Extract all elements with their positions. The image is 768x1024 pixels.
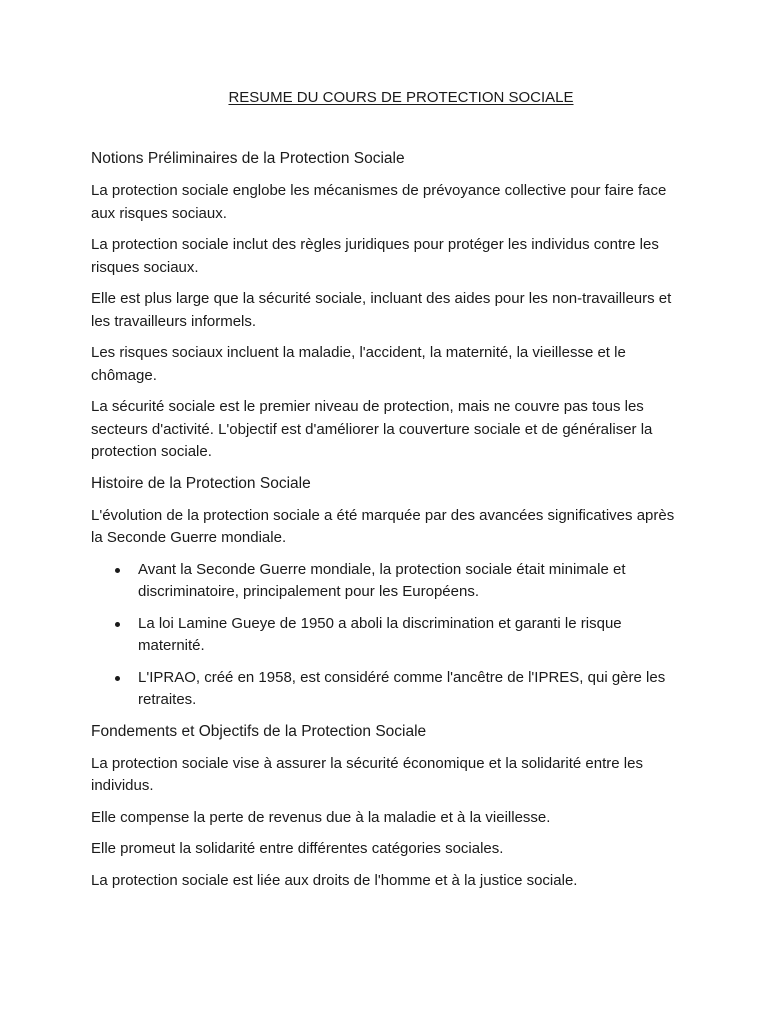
paragraph: La sécurité sociale est le premier niveau de protection, mais ne couvre pas tous les secteurs d'activité. L'objectif est d'améliorer la couverture sociale et de généraliser la protection sociale. [91, 398, 653, 460]
paragraph: La protection sociale vise à assurer la sécurité économique et la solidarité entre les individus. [91, 754, 643, 794]
paragraph: La protection sociale est liée aux droits de l'homme et à la justice sociale. [91, 871, 578, 889]
section-histoire [91, 473, 683, 712]
bullet-list [91, 559, 683, 712]
paragraph: Elle promeut la solidarité entre différentes catégories sociales. [91, 840, 504, 857]
bullet-icon [115, 622, 120, 627]
paragraph: La protection sociale inclut des règles juridiques pour protéger les individus contre les risques sociaux. [91, 236, 659, 276]
bullet-item [91, 613, 683, 658]
bullet-text: La loi Lamine Gueye de 1950 a aboli la discrimination et garanti le risque maternité. [138, 614, 622, 654]
paragraph: Les risques sociaux incluent la maladie, l'accident, la maternité, la vieillesse et le chômage. [91, 344, 626, 384]
section-heading: Histoire de la Protection Sociale [91, 474, 311, 492]
section-heading: Notions Préliminaires de la Protection Sociale [91, 150, 405, 167]
section-fondements-objectifs [91, 721, 683, 893]
document-page [91, 88, 683, 901]
bullet-item [91, 667, 683, 712]
paragraph: La protection sociale englobe les mécanismes de prévoyance collective pour faire face aux risques sociaux. [91, 182, 667, 222]
section-heading: Fondements et Objectifs de la Protection Sociale [91, 722, 427, 740]
bullet-icon [115, 676, 120, 681]
bullet-text: Avant la Seconde Guerre mondiale, la protection sociale était minimale et discriminatoire, principalement pour les Européens. [138, 560, 626, 600]
document-title: RESUME DU COURS DE PROTECTION SOCIALE [228, 89, 574, 106]
paragraph: Elle compense la perte de revenus due à la maladie et à la vieillesse. [91, 808, 551, 826]
paragraph: Elle est plus large que la sécurité sociale, incluant des aides pour les non-travailleurs et les travailleurs informels. [91, 290, 672, 330]
bullet-text: L'IPRAO, créé en 1958, est considéré comme l'ancêtre de l'IPRES, qui gère les retraites. [138, 668, 666, 708]
section-notions-preliminaires [91, 148, 683, 464]
paragraph: L'évolution de la protection sociale a été marquée par des avancées significatives après la Seconde Guerre mondiale. [91, 506, 675, 546]
bullet-item [91, 559, 683, 604]
bullet-icon [115, 568, 120, 573]
